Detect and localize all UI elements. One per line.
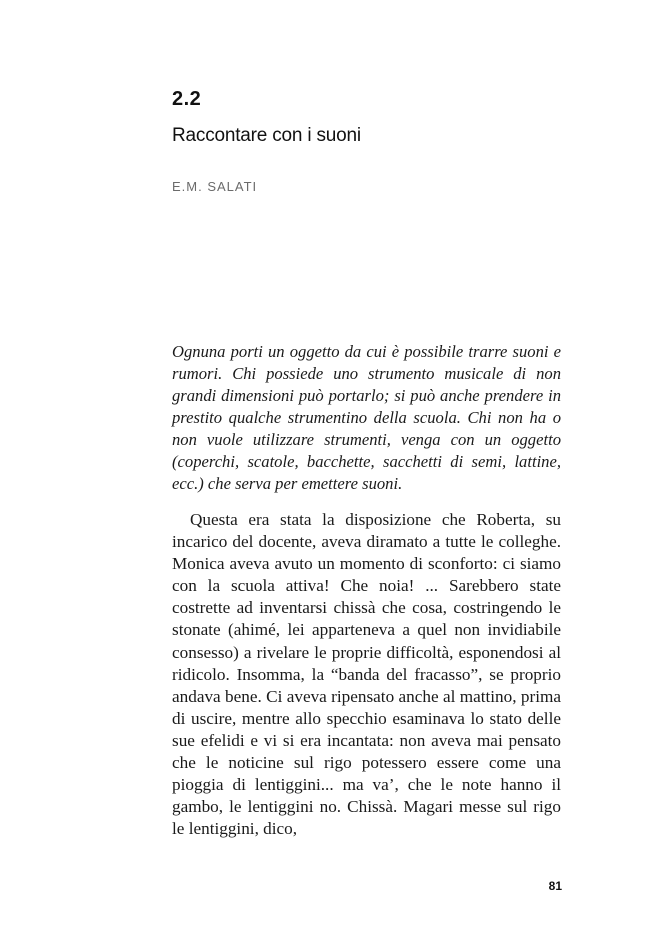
body-text <box>172 509 561 840</box>
page-number: 81 <box>548 879 562 893</box>
epigraph <box>172 341 561 495</box>
epigraph-text: Ognuna porti un oggetto da cui è possibile trarre suoni e rumori. Chi possiede uno strumento musicale di non grandi dimensioni può portarlo; si può anche prendere in prestito qualche strumentino della scuola. Chi non ha o non vuole utilizzare strumenti, venga con un oggetto (coperchi, scatole, bacchette, sacchetti di semi, lattine, ecc.) che serva per emettere suoni. <box>172 342 561 493</box>
body-paragraph: Questa era stata la disposizione che Roberta, su incarico del docente, aveva diramato a tutte le colleghe. Monica aveva avuto un momento di sconforto: ci siamo con la scuola attiva! Che noia! ... Sarebbero state costrette ad inventarsi chissà che cosa, costringendo le stonate (ahimé, lei apparteneva a quel non invidiabile consesso) a rivelare le proprie difficoltà, esponendosi al ridicolo. Insomma, la “banda del fracasso”, se proprio andava bene. Ci aveva ripensato anche al mattino, prima di uscire, mentre allo specchio esaminava lo stato delle sue efelidi e vi si era incantata: non aveva mai pensato che le noticine sul rigo potessero essere come una pioggia di lentiggini... ma va’, che le note hanno il gambo, le lentiggini no. Chissà. Magari messe sul rigo le lentiggini, dico, <box>172 510 561 839</box>
section-number: 2.2 <box>172 88 202 110</box>
section-title: Raccontare con i suoni <box>172 125 361 146</box>
author-name: E.M. SALATI <box>172 179 258 194</box>
